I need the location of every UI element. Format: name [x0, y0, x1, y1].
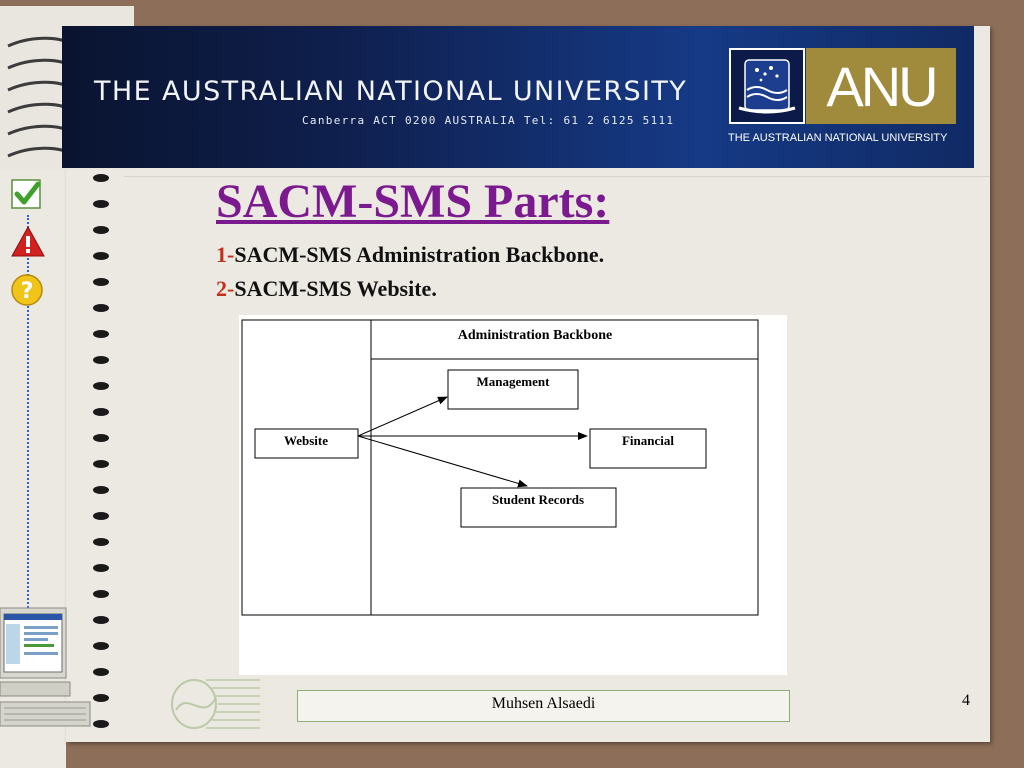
question-icon: [10, 272, 46, 308]
anu-logo: [806, 48, 956, 124]
student-records-node-label: Student Records: [491, 492, 585, 507]
financial-node-label: Financial: [621, 433, 675, 448]
architecture-diagram: [239, 315, 787, 675]
list-item-number: 2-: [216, 276, 235, 301]
anu-logo-text: ANU: [826, 54, 936, 118]
slide-page-number: 4: [962, 692, 970, 709]
anu-logo-tagline: THE AUSTRALIAN NATIONAL UNIVERSITY: [728, 132, 948, 144]
slide-title: SACM-SMS Parts:: [216, 175, 610, 228]
footer-author-box: [297, 690, 790, 722]
university-name: THE AUSTRALIAN NATIONAL UNIVERSITY: [94, 76, 688, 107]
list-item-text: SACM-SMS Administration Backbone.: [234, 242, 605, 267]
website-node-label: Website: [283, 433, 329, 448]
university-crest-icon: [729, 48, 805, 124]
management-node-label: Management: [476, 374, 550, 389]
list-item-text: SACM-SMS Website.: [234, 276, 437, 301]
footer-author: Muhsen Alsaedi: [491, 695, 596, 712]
diagram-section-title: Administration Backbone: [457, 328, 613, 343]
decorative-leaf-icon: [168, 672, 268, 736]
computer-icon: [0, 602, 96, 742]
warning-icon: [10, 224, 46, 260]
university-address: Canberra ACT 0200 AUSTRALIA Tel: 61 2 6125 5111: [302, 114, 675, 127]
check-icon: [10, 178, 44, 212]
list-item: [216, 276, 437, 302]
list-item: [216, 242, 604, 268]
svg-text:?: ?: [20, 279, 34, 304]
list-item-number: 1-: [216, 242, 235, 267]
university-banner: [62, 26, 974, 168]
